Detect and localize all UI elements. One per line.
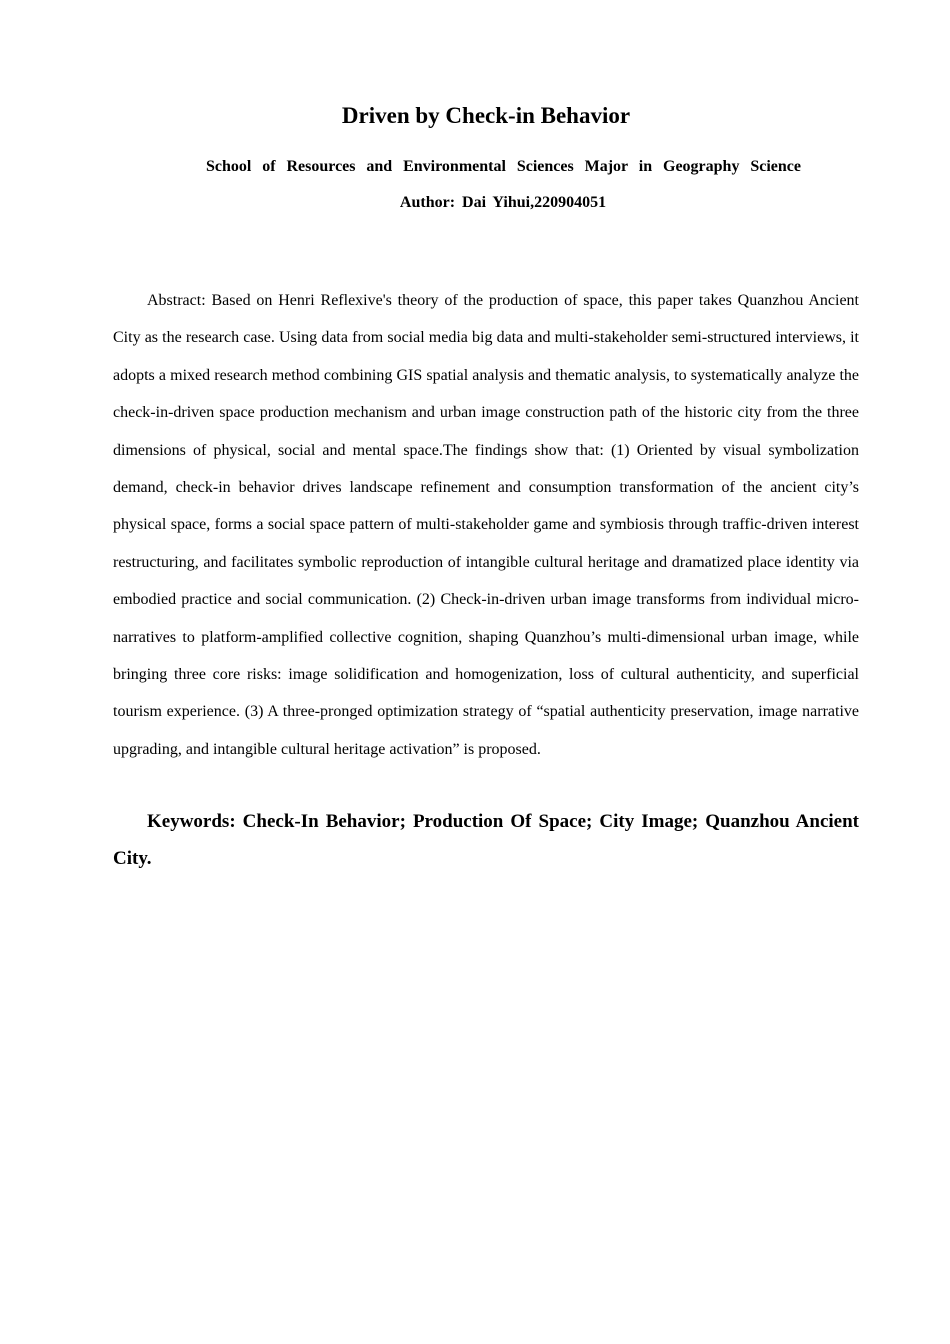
author-affiliation: School of Resources and Environmental Sciences Major in Geography Science <box>206 158 801 175</box>
keywords-paragraph: Keywords: Check-In Behavior; Production Of Space; City Image; Quanzhou Ancient City. <box>113 811 859 869</box>
author-line: Author: Dai Yihui,220904051 <box>399 194 607 211</box>
paper-title: Driven by Check-in Behavior <box>341 103 631 128</box>
abstract-paragraph: Abstract: Based on Henri Reflexive's theory of the production of space, this paper takes Quanzhou Ancient City as the research case. Using data from social media big data and multi-stakeholder semi-structured interviews, it adopts a mixed research method combining GIS spatial analysis and thematic analysis, to systematically analyze the check-in-driven space production mechanism and urban image construction path of the historic city from the three dimensions of physical, social and mental space.The findings show that: (1) Oriented by visual symbolization demand, check-in behavior drives landscape refinement and consumption transformation of the ancient city’s physical space, forms a social space pattern of multi-stakeholder game and symbiosis through traffic-driven interest restructuring, and facilitates symbolic reproduction of intangible cultural heritage and dramatized place identity via embodied practice and social communication. (2) Check-in-driven urban image transforms from individual micro-narratives to platform-amplified collective cognition, shaping Quanzhou’s multi-dimensional urban image, while bringing three core risks: image solidification and homogenization, loss of cultural authenticity, and superficial tourism experience. (3) A three-pronged optimization strategy of “spatial authenticity preservation, image narrative upgrading, and intangible cultural heritage activation” is proposed. <box>113 292 859 758</box>
